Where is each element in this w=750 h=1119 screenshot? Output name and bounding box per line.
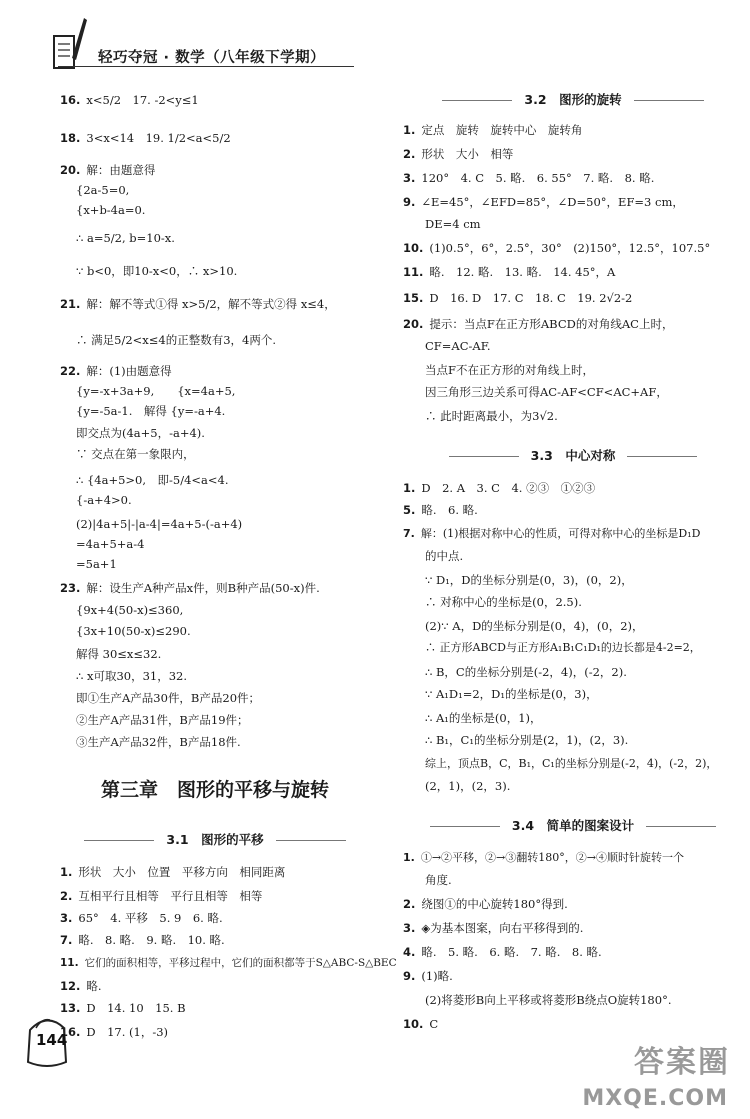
answer-line: ∵ 交点在第一象限内， [76,447,195,461]
answer-line: =5a+1 [76,557,117,571]
answer-line: 即交点为(4a+5，-a+4). [76,426,205,440]
pen-book-icon [52,14,88,72]
answer-line: DE=4 cm [425,217,481,231]
answer-line: 综上，顶点B，C，B₁，C₁的坐标分别是(-2，4)，(-2，2)， [425,757,718,770]
answer-line: ∵ D₁，D的坐标分别是(0，3)，(0，2)， [425,573,633,587]
answer-line: CF=AC-AF. [425,339,491,353]
answer-line: 11. 它们的面积相等，平移过程中，它们的面积都等于S△ABC-S△BEC [60,957,397,969]
answer-line: 1. 形状 大小 位置 平移方向 相同距离 [60,865,286,879]
answer-line: 18. 3<x<14 19. 1/2<a<5/2 [60,131,231,145]
answer-line: 21. 解：解不等式①得 x>5/2，解不等式②得 x≤4， [60,297,336,311]
answer-line: 3. ◈为基本图案，向右平移得到的. [403,921,584,935]
answer-line: ③生产A产品32件，B产品18件. [76,735,241,749]
answer-line: 10. (1)0.5°，6°，2.5°，30° (2)150°，12.5°，107.5° [403,241,711,255]
answer-line: 15. D 16. D 17. C 18. C 19. 2√2-2 [403,291,633,305]
answer-line: ∴ B，C的坐标分别是(-2，4)，(-2，2). [425,665,627,679]
answer-line: 2. 形状 大小 相等 [403,147,514,161]
answer-line: {y=-x+3a+9, {x=4a+5, [76,384,236,398]
answer-line: 16. x<5/2 17. -2<y≤1 [60,93,199,107]
chapter-title: 第三章 图形的平移与旋转 [100,779,329,801]
answer-line: 角度. [425,873,452,887]
answer-line: ②生产A产品31件，B产品19件； [76,713,249,727]
section-3-1-heading: 3.1 图形的平移 [60,830,370,848]
answer-line: 20. 提示：当点F在正方形ABCD的对角线AC上时， [403,317,674,331]
answer-line: ∵ A₁D₁=2，D₁的坐标是(0，3)， [425,687,598,701]
answer-line: ∴ a=5/2, b=10-x. [76,231,175,245]
answer-line: 20. 解：由题意得 [60,163,156,177]
answer-line: (2)∵ A，D的坐标分别是(0，4)，(0，2)， [425,619,644,633]
answer-line: ∴ x可取30，31，32. [76,669,188,683]
page-number: 144 [36,1031,68,1049]
watermark-url: MXQE.COM [582,1086,728,1111]
answer-line: 3. 120° 4. C 5. 略. 6. 55° 7. 略. 8. 略. [403,171,655,185]
answer-line: ∵ b<0，即10-x<0，∴ x>10. [76,264,238,278]
answer-line: 9. (1)略. [403,969,453,983]
answer-line: ∴ 此时距离最小，为3√2. [425,409,558,423]
answer-line: ∴ {4a+5>0, 即-5/4<a<4. [76,473,229,487]
answer-line: ∴ B₁，C₁的坐标分别是(2，1)，(2，3). [425,733,629,747]
answer-line: 的中点. [425,549,464,563]
answer-line: 当点F不在正方形的对角线上时， [425,363,594,377]
answer-line: 22. 解：(1)由题意得 [60,364,172,378]
answer-line: 因三角形三边关系可得AC-AF<CF<AC+AF， [425,385,668,399]
answer-line: 解得 30≤x≤32. [76,647,162,661]
section-3-4-heading: 3.4 简单的图案设计 [403,816,743,834]
answer-line: 1. ①→②平移，②→③翻转180°，②→④顺时针旋转一个 [403,851,684,864]
answer-line: 2. 互相平行且相等 平行且相等 相等 [60,889,263,903]
answer-line: 3. 65° 4. 平移 5. 9 6. 略. [60,911,223,925]
answer-line: 1. D 2. A 3. C 4. ②③ ①②③ [403,481,596,495]
heading-rule [634,100,704,101]
header-title: 轻巧夺冠 · 数学（八年级下学期） [98,50,326,66]
answer-line: 2. 绕图①的中心旋转180°得到. [403,897,568,911]
answer-line: {3x+10(50-x)≤290. [76,624,191,638]
section-3-2-heading: 3.2 图形的旋转 [403,90,743,108]
heading-rule [449,456,519,457]
answer-line: 即①生产A产品30件，B产品20件； [76,691,261,705]
page-header [0,0,750,85]
answer-line: 7. 解：(1)根据对称中心的性质，可得对称中心的坐标是D₁D [403,527,701,540]
answer-line: 23. 解：设生产A种产品x件，则B种产品(50-x)件. [60,581,320,595]
answer-line: 4. 略. 5. 略. 6. 略. 7. 略. 8. 略. [403,945,602,959]
answer-line: {9x+4(50-x)≤360, [76,603,184,617]
heading-rule [627,456,697,457]
heading-rule [442,100,512,101]
answer-line: 11. 略. 12. 略. 13. 略. 14. 45°，A [403,265,616,279]
answer-line: (2)|4a+5|-|a-4|=4a+5-(-a+4) [76,517,243,531]
answer-line: =4a+5+a-4 [76,537,145,551]
watermark-text: 答案圈 [634,1045,730,1080]
section-3-3-heading: 3.3 中心对称 [403,446,743,464]
header-rule [58,66,354,67]
heading-rule [646,826,716,827]
answer-line: 9. ∠E=45°，∠EFD=85°，∠D=50°，EF=3 cm， [403,195,684,209]
answer-line: {-a+4>0. [76,493,132,507]
answer-line: {2a-5=0, [76,183,130,197]
answer-line: ∴ 对称中心的坐标是(0，2.5). [425,595,582,609]
answer-line: {y=-5a-1. 解得 {y=-a+4. [76,404,226,418]
heading-rule [84,840,154,841]
heading-rule [276,840,346,841]
answer-line: 12. 略. [60,979,102,993]
answer-line: 7. 略. 8. 略. 9. 略. 10. 略. [60,933,225,947]
answer-line: 13. D 14. 10 15. B [60,1001,186,1015]
answer-line: ∴ A₁的坐标是(0，1)， [425,711,542,725]
answer-line: (2，1)，(2，3). [425,779,511,793]
answer-line: ∴ 满足5/2<x≤4的正整数有3，4两个. [76,333,277,347]
answer-line: 10. C [403,1017,439,1031]
answer-line: 5. 略. 6. 略. [403,503,478,517]
answer-line: (2)将菱形B向上平移或将菱形B绕点O旋转180°. [425,993,672,1007]
answer-line: 16. D 17. (1，-3) [60,1025,169,1039]
heading-rule [430,826,500,827]
answer-line: ∴ 正方形ABCD与正方形A₁B₁C₁D₁的边长都是4-2=2， [425,641,701,654]
answer-line: 1. 定点 旋转 旋转中心 旋转角 [403,123,583,137]
answer-line: {x+b-4a=0. [76,203,146,217]
